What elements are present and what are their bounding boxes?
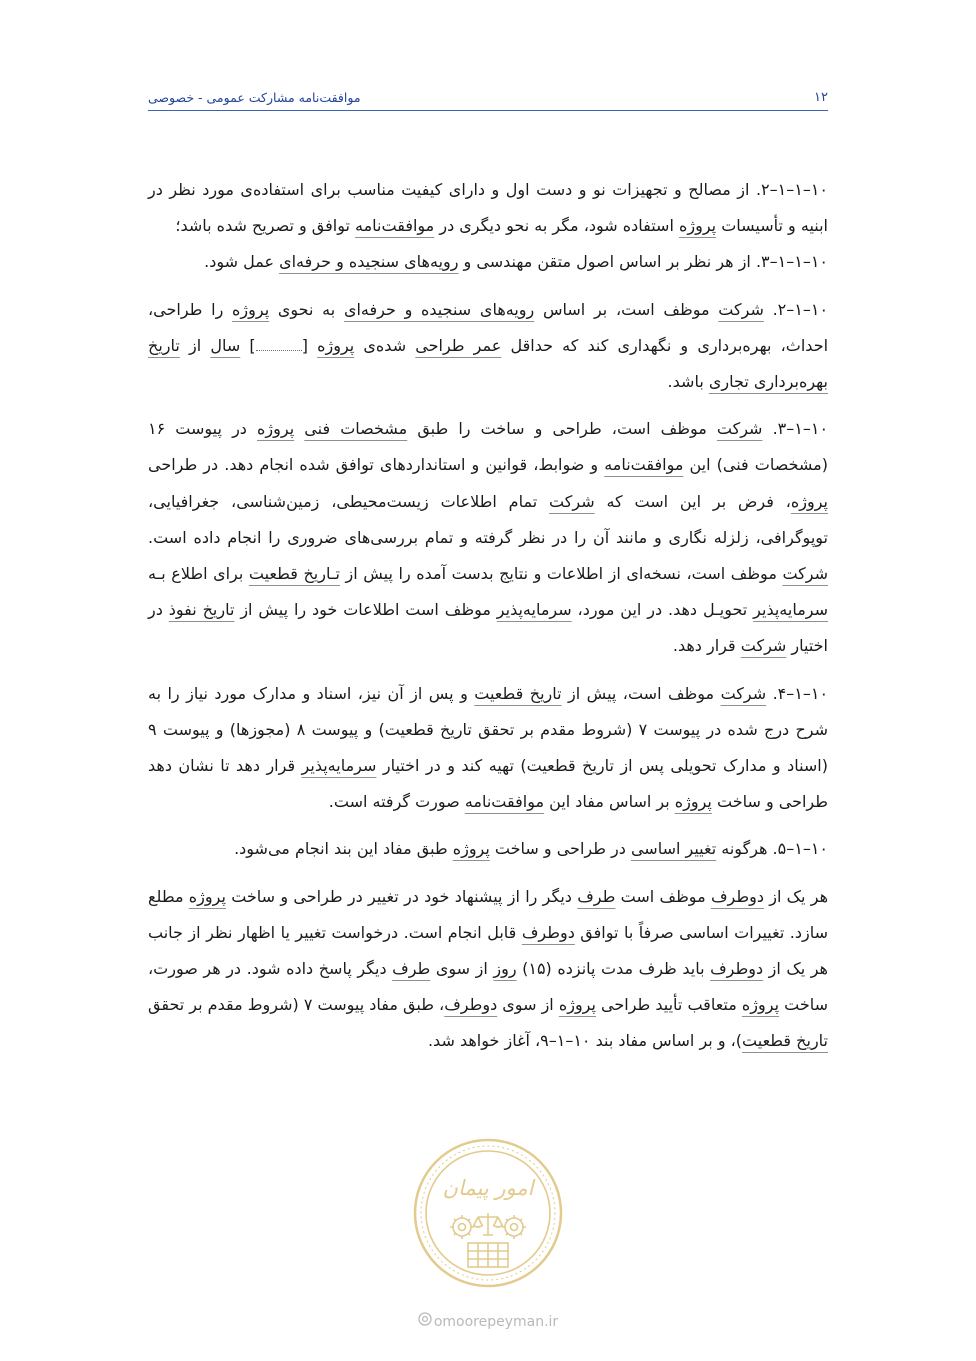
building-grid-icon [468, 1243, 508, 1267]
text-run: موظف است اطلاعات خود را پیش از [234, 600, 497, 620]
clause-10-1-2 [148, 292, 828, 401]
clause-10-1-4 [148, 676, 828, 821]
page-number: ۱۲ [814, 89, 828, 105]
logo-text: امور پیمان [442, 1176, 534, 1200]
text-run: ۱۰–۱–۲. [763, 299, 829, 319]
scales-icon [473, 1213, 503, 1235]
text-run: و ضوابط، قوانین و استانداردهای توافق شده انجام دهد. در طراحی [148, 455, 605, 475]
defined-term: شرکت [720, 683, 767, 703]
page-header [148, 84, 828, 111]
text-run: موظف است، بر اساس [534, 299, 719, 319]
clause-group-10-1-2 [148, 292, 828, 401]
text-run: توافق و تصریح شده باشد؛ [175, 216, 356, 236]
defined-term: پروژه [790, 491, 828, 511]
document-title: موافقت‌نامه مشارکت عمومی - خصوصی [148, 89, 361, 105]
defined-term: رویه‌های سنجیده و حرفه‌ای [279, 252, 459, 272]
defined-term: سرمایه‌پذیر [753, 600, 828, 620]
defined-term: تغییر اساسی [630, 839, 717, 859]
text-run: متعاقب تأیید طراحی [595, 995, 742, 1015]
clause-10-1-5 [148, 831, 828, 867]
text-run: هر یک از [763, 886, 829, 906]
defined-term: شرکت [718, 299, 764, 319]
defined-term: تاریخ قطعیت [742, 1031, 828, 1051]
omoorepeyman-logo [412, 1137, 564, 1289]
defined-term: شرکت [716, 419, 763, 439]
defined-term: شرکت [549, 491, 595, 511]
defined-term: موافقت‌نامه [464, 792, 545, 812]
defined-term: دوطرف [710, 959, 764, 979]
defined-term: موافقت‌نامه [604, 455, 684, 475]
text-run: ۱۰–۱–۴. [766, 683, 829, 703]
defined-term: پروژه [678, 216, 717, 236]
text-run: استفاده شود، مگر به نحو دیگری در [434, 216, 679, 236]
clause-group-10-1-5-body [148, 879, 828, 1060]
text-run: باید ظرف مدت پانزده (۱۵) [516, 959, 711, 979]
text-run: در طراحی و ساخت [489, 839, 631, 859]
defined-term: تاریخ نفوذ [168, 600, 235, 620]
text-run: برای اطلاع بـه [148, 564, 249, 584]
text-run: ، فرض بر این است که [594, 491, 791, 511]
defined-term: عمر طراحی [415, 335, 502, 355]
text-run: از سوی [430, 959, 494, 979]
text-run: قرار دهد تا نشان دهد طراحی و ساخت [148, 756, 828, 812]
text-run: از [179, 335, 211, 355]
text-run: باشد. [667, 372, 709, 392]
defined-term: موافقت‌نامه [355, 216, 435, 236]
defined-term: سال [210, 335, 241, 355]
text-run: )، و بر اساس مفاد بند ۱۰–۱–۹، آغاز خواهد شد. [427, 1031, 743, 1051]
text-run [294, 419, 304, 438]
text-run: موظف است [615, 886, 711, 906]
defined-term: دوطرف [710, 886, 764, 906]
gear-icon [450, 1215, 474, 1239]
defined-term: پروژه [452, 839, 490, 859]
text-run: موظف است، پیش از [561, 683, 721, 703]
defined-term: روز [493, 959, 517, 979]
text-run: از سوی [497, 995, 559, 1015]
text-run: ۱۰–۱–۵. هرگونه [716, 839, 828, 859]
website-url: omoorepeyman.ir [433, 1314, 559, 1330]
defined-term: پروژه [558, 995, 596, 1015]
text-run: عمل شود. [204, 252, 280, 272]
text-run: در اختیار [148, 600, 828, 656]
clause-10-1-3 [148, 411, 828, 664]
text-run: صورت گرفته است. [328, 792, 465, 812]
defined-term: رویه‌های سنجیده و حرفه‌ای [343, 299, 535, 319]
text-run: ۱۰–۱–۳. [762, 419, 829, 439]
text-run: تحویـل دهد. در این مورد، [571, 600, 754, 620]
defined-term: تـاریخ قطعیت [248, 564, 340, 584]
at-icon [418, 1312, 432, 1332]
text-run: طبق مفاد این بند انجام می‌شود. [234, 839, 453, 859]
defined-term: مشخصات فنی [304, 419, 408, 439]
text-run: قرار دهد. [672, 636, 741, 656]
defined-term: پروژه [741, 995, 780, 1015]
text-run: تمام اطلاعات زیست‌محیطی، زمین‌شناسی، جغرافیایی، توپوگرافی، زلزله نگاری و مانند آن را در نظر گرفته و تمام بررسی‌های ضروری را انجام داده است. [148, 491, 828, 547]
defined-term: پروژه [257, 419, 295, 439]
text-run: موظف است، طراحی و ساخت را طبق [407, 419, 717, 439]
text-run: به نحوی [269, 299, 344, 319]
defined-term: پروژه [674, 792, 712, 812]
text-run: موظف است، نسخه‌ای از اطلاعات و نتایج بدست آمده را پیش از [340, 564, 783, 584]
text-run: [ [301, 335, 318, 355]
text-run: دیگر پاسخ داده شود. در هر صورت، ساخت [148, 959, 829, 1015]
text-run: مطلع سازد. تغییرات اساسی صرفاً با توافق [148, 886, 828, 942]
clause-10-1-1-3 [148, 244, 828, 280]
text-run: ۱۰–۱–۱–۲. از مصالح و تجهیزات نو و دست اول و دارای کیفیت مناسب برای استفاده‌ی مورد نظر در ابنیه و تأسیسات [148, 180, 828, 236]
defined-term: پروژه [232, 299, 270, 319]
defined-term: دوطرف [444, 995, 498, 1015]
text-run: شده‌ی [354, 335, 416, 355]
gear-icon [502, 1215, 526, 1239]
website-watermark [0, 1312, 976, 1332]
text-run: در پیوست ۱۶ (مشخصات فنی) این [148, 419, 828, 475]
text-run: را طراحی، احداث، بهره‌برداری و نگهداری کند که حداقل [148, 299, 829, 355]
defined-term: تاریخ بهره‌برداری تجاری [148, 335, 828, 392]
defined-term: شرکت [782, 564, 828, 584]
text-run: بر اساس مفاد این [544, 792, 675, 812]
text-run: ] [240, 335, 256, 355]
defined-term: طرف [392, 959, 431, 979]
clause-group-10-1-1 [148, 172, 828, 281]
defined-term: پروژه [317, 335, 355, 355]
clause-group-10-1-4 [148, 676, 828, 821]
blank-field [256, 338, 302, 351]
clause-10-1-5-body [148, 879, 828, 1060]
text-run: ۱۰–۱–۱–۳. از هر نظر بر اساس اصول متقن مهندسی و [458, 252, 828, 272]
document-body [148, 172, 828, 1071]
text-run: ، طبق مفاد پیوست ۷ (شروط مقدم بر تحقق [148, 995, 445, 1015]
clause-group-10-1-3 [148, 411, 828, 664]
text-run: قابل انجام است. درخواست تغییر یا اظهار نظر از جانب هر یک از [148, 922, 828, 979]
text-run: دیگر را از پیشنهاد خود در تغییر در طراحی و ساخت [225, 886, 578, 906]
clause-group-10-1-5 [148, 831, 828, 867]
text-run: و پس از آن نیز، اسناد و مدارک مورد نیاز را به شرح درج شده در پیوست ۷ (شروط مقدم بر تحقق تاریخ قطعیت) و پیوست ۸ (مجوزها) و پیوست ۹ (اسناد و مدارک تحویلی پس از تاریخ قطعیت) تهیه کند و در اختیار [148, 683, 829, 776]
clause-10-1-1-2 [148, 172, 828, 244]
defined-term: پروژه [188, 886, 226, 906]
defined-term: سرمایه‌پذیر [301, 756, 377, 776]
defined-term: دوطرف [521, 922, 575, 942]
defined-term: شرکت [740, 636, 787, 656]
defined-term: سرمایه‌پذیر [496, 600, 572, 620]
defined-term: طرف [577, 886, 616, 906]
defined-term: تاریخ قطعیت [474, 683, 562, 703]
